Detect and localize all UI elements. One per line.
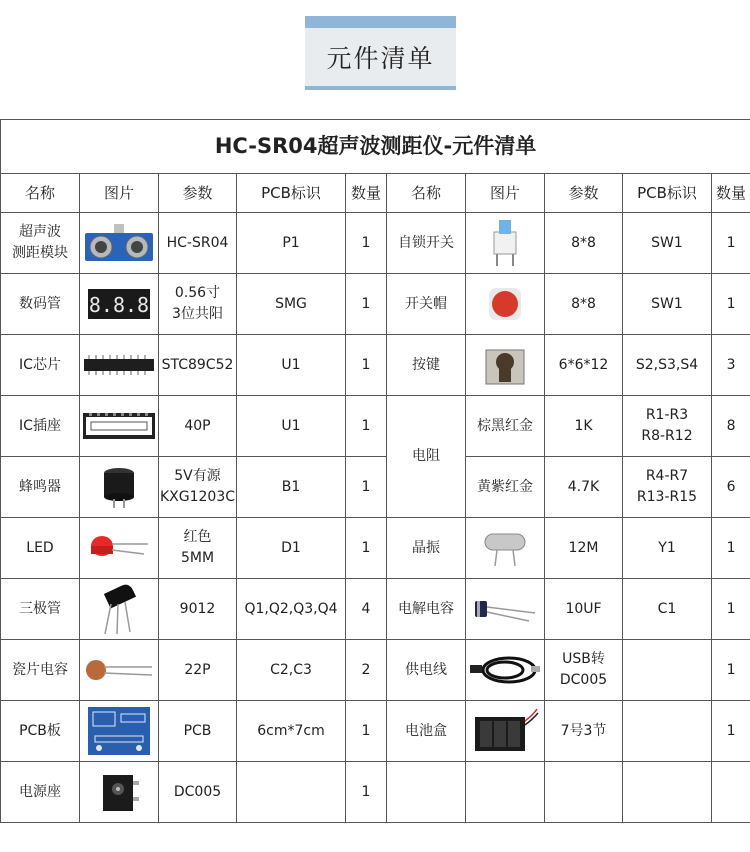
component-param: 0.56寸 3位共阳 [159,274,237,335]
component-name: IC芯片 [1,335,80,396]
battery-box-icon [471,707,539,755]
table-row [1,213,750,274]
table-row [1,518,750,579]
component-pcb: R4-R7 R13-R15 [623,457,712,518]
component-image [466,213,545,274]
banner-bottom-bar [305,86,456,90]
banner-top-bar [305,16,456,28]
component-image [466,640,545,701]
component-image [80,518,159,579]
component-pcb [623,640,712,701]
component-param: 9012 [159,579,237,640]
dc-power-jack-icon [97,767,141,817]
component-qty: 1 [346,213,387,274]
component-image [80,762,159,823]
buzzer-icon [99,465,139,509]
component-name: 瓷片电容 [1,640,80,701]
component-param: 40P [159,396,237,457]
component-name: 电阻 [387,396,466,518]
resistor-color-code: 黄紫红金 [466,457,545,518]
component-param: 红色 5MM [159,518,237,579]
component-param: 1K [545,396,623,457]
component-qty: 1 [346,701,387,762]
component-pcb: SMG [237,274,346,335]
component-qty: 1 [712,701,750,762]
component-name: 电源座 [1,762,80,823]
table-row [1,335,750,396]
component-param: PCB [159,701,237,762]
component-param: 5V有源 KXG1203C [159,457,237,518]
component-pcb: 6cm*7cm [237,701,346,762]
component-qty: 1 [346,518,387,579]
component-pcb: R1-R3 R8-R12 [623,396,712,457]
electrolytic-capacitor-icon [473,595,537,623]
push-button-icon [482,342,528,388]
self-locking-switch-icon [490,218,520,268]
component-name: 数码管 [1,274,80,335]
component-image [466,701,545,762]
component-qty: 1 [712,213,750,274]
header-param-left: 参数 [159,174,237,213]
header-qty-right: 数量 [712,174,750,213]
resistor-color-code: 棕黑红金 [466,396,545,457]
pcb-board-icon [87,706,151,756]
header-name-right: 名称 [387,174,466,213]
usb-cable-icon [469,653,541,687]
title-banner [305,16,456,90]
component-list-table [0,119,750,823]
component-qty: 2 [346,640,387,701]
component-pcb: P1 [237,213,346,274]
component-param: HC-SR04 [159,213,237,274]
component-image [466,518,545,579]
component-qty: 1 [712,274,750,335]
table-row [1,640,750,701]
table-row [1,701,750,762]
transistor-icon [97,582,141,636]
component-image [466,274,545,335]
table-row [1,396,750,457]
component-pcb: S2,S3,S4 [623,335,712,396]
component-name: PCB板 [1,701,80,762]
component-name: 供电线 [387,640,466,701]
component-image [80,213,159,274]
component-pcb: D1 [237,518,346,579]
header-qty-left: 数量 [346,174,387,213]
component-qty: 6 [712,457,750,518]
component-pcb: SW1 [623,274,712,335]
component-qty: 4 [346,579,387,640]
component-param: DC005 [159,762,237,823]
component-qty: 1 [712,518,750,579]
component-qty: 1 [346,762,387,823]
component-param: 4.7K [545,457,623,518]
component-name: 按键 [387,335,466,396]
component-image [466,335,545,396]
component-qty: 1 [346,274,387,335]
component-qty: 1 [346,457,387,518]
seven-segment-display-icon [88,289,150,319]
ultrasonic-sensor-icon [84,221,154,265]
component-name: 电解电容 [387,579,466,640]
component-name: 三极管 [1,579,80,640]
component-name: 晶振 [387,518,466,579]
component-param: 7号3节 [545,701,623,762]
component-qty: 1 [346,335,387,396]
component-param: 12M [545,518,623,579]
component-name: 自锁开关 [387,213,466,274]
header-param-right: 参数 [545,174,623,213]
component-param: USB转 DC005 [545,640,623,701]
header-row [1,174,750,213]
component-pcb: U1 [237,335,346,396]
component-param: 8*8 [545,274,623,335]
component-qty: 3 [712,335,750,396]
component-name: 电池盒 [387,701,466,762]
component-qty: 1 [712,579,750,640]
table-row [1,579,750,640]
component-pcb: SW1 [623,213,712,274]
component-pcb: U1 [237,396,346,457]
component-qty: 1 [712,640,750,701]
component-param: 22P [159,640,237,701]
crystal-oscillator-icon [481,528,529,568]
header-name-left: 名称 [1,174,80,213]
component-image [80,640,159,701]
component-pcb: C1 [623,579,712,640]
component-name: 蜂鸣器 [1,457,80,518]
ic-socket-icon [83,412,155,440]
component-param: 6*6*12 [545,335,623,396]
component-image [80,396,159,457]
component-image [80,274,159,335]
ceramic-capacitor-icon [84,655,154,685]
table-row [1,274,750,335]
empty-cell [387,762,466,823]
table-row [1,457,750,518]
svg-text:8.8.8: 8.8.8 [88,293,150,317]
component-param: 8*8 [545,213,623,274]
table-title: HC-SR04超声波测距仪-元件清单 [1,120,750,174]
empty-cell [466,762,545,823]
header-image-right: 图片 [466,174,545,213]
component-pcb [623,701,712,762]
empty-cell [623,762,712,823]
component-pcb: B1 [237,457,346,518]
ic-chip-icon [83,353,155,377]
component-name: 超声波 测距模块 [1,213,80,274]
table-row [1,762,750,823]
header-pcb-left: PCB标识 [237,174,346,213]
component-image [80,701,159,762]
component-pcb [237,762,346,823]
component-param: 10UF [545,579,623,640]
component-qty: 8 [712,396,750,457]
component-qty: 1 [346,396,387,457]
component-name: 开关帽 [387,274,466,335]
banner-title: 元件清单 [326,44,435,73]
component-image [80,457,159,518]
component-name: LED [1,518,80,579]
component-param: STC89C52 [159,335,237,396]
header-pcb-right: PCB标识 [623,174,712,213]
component-name: IC插座 [1,396,80,457]
component-image [466,579,545,640]
switch-cap-icon [486,285,524,323]
empty-cell [712,762,750,823]
component-pcb: Y1 [623,518,712,579]
led-icon [88,532,150,564]
component-image [80,579,159,640]
header-image-left: 图片 [80,174,159,213]
empty-cell [545,762,623,823]
component-image [80,335,159,396]
component-pcb: C2,C3 [237,640,346,701]
component-pcb: Q1,Q2,Q3,Q4 [237,579,346,640]
